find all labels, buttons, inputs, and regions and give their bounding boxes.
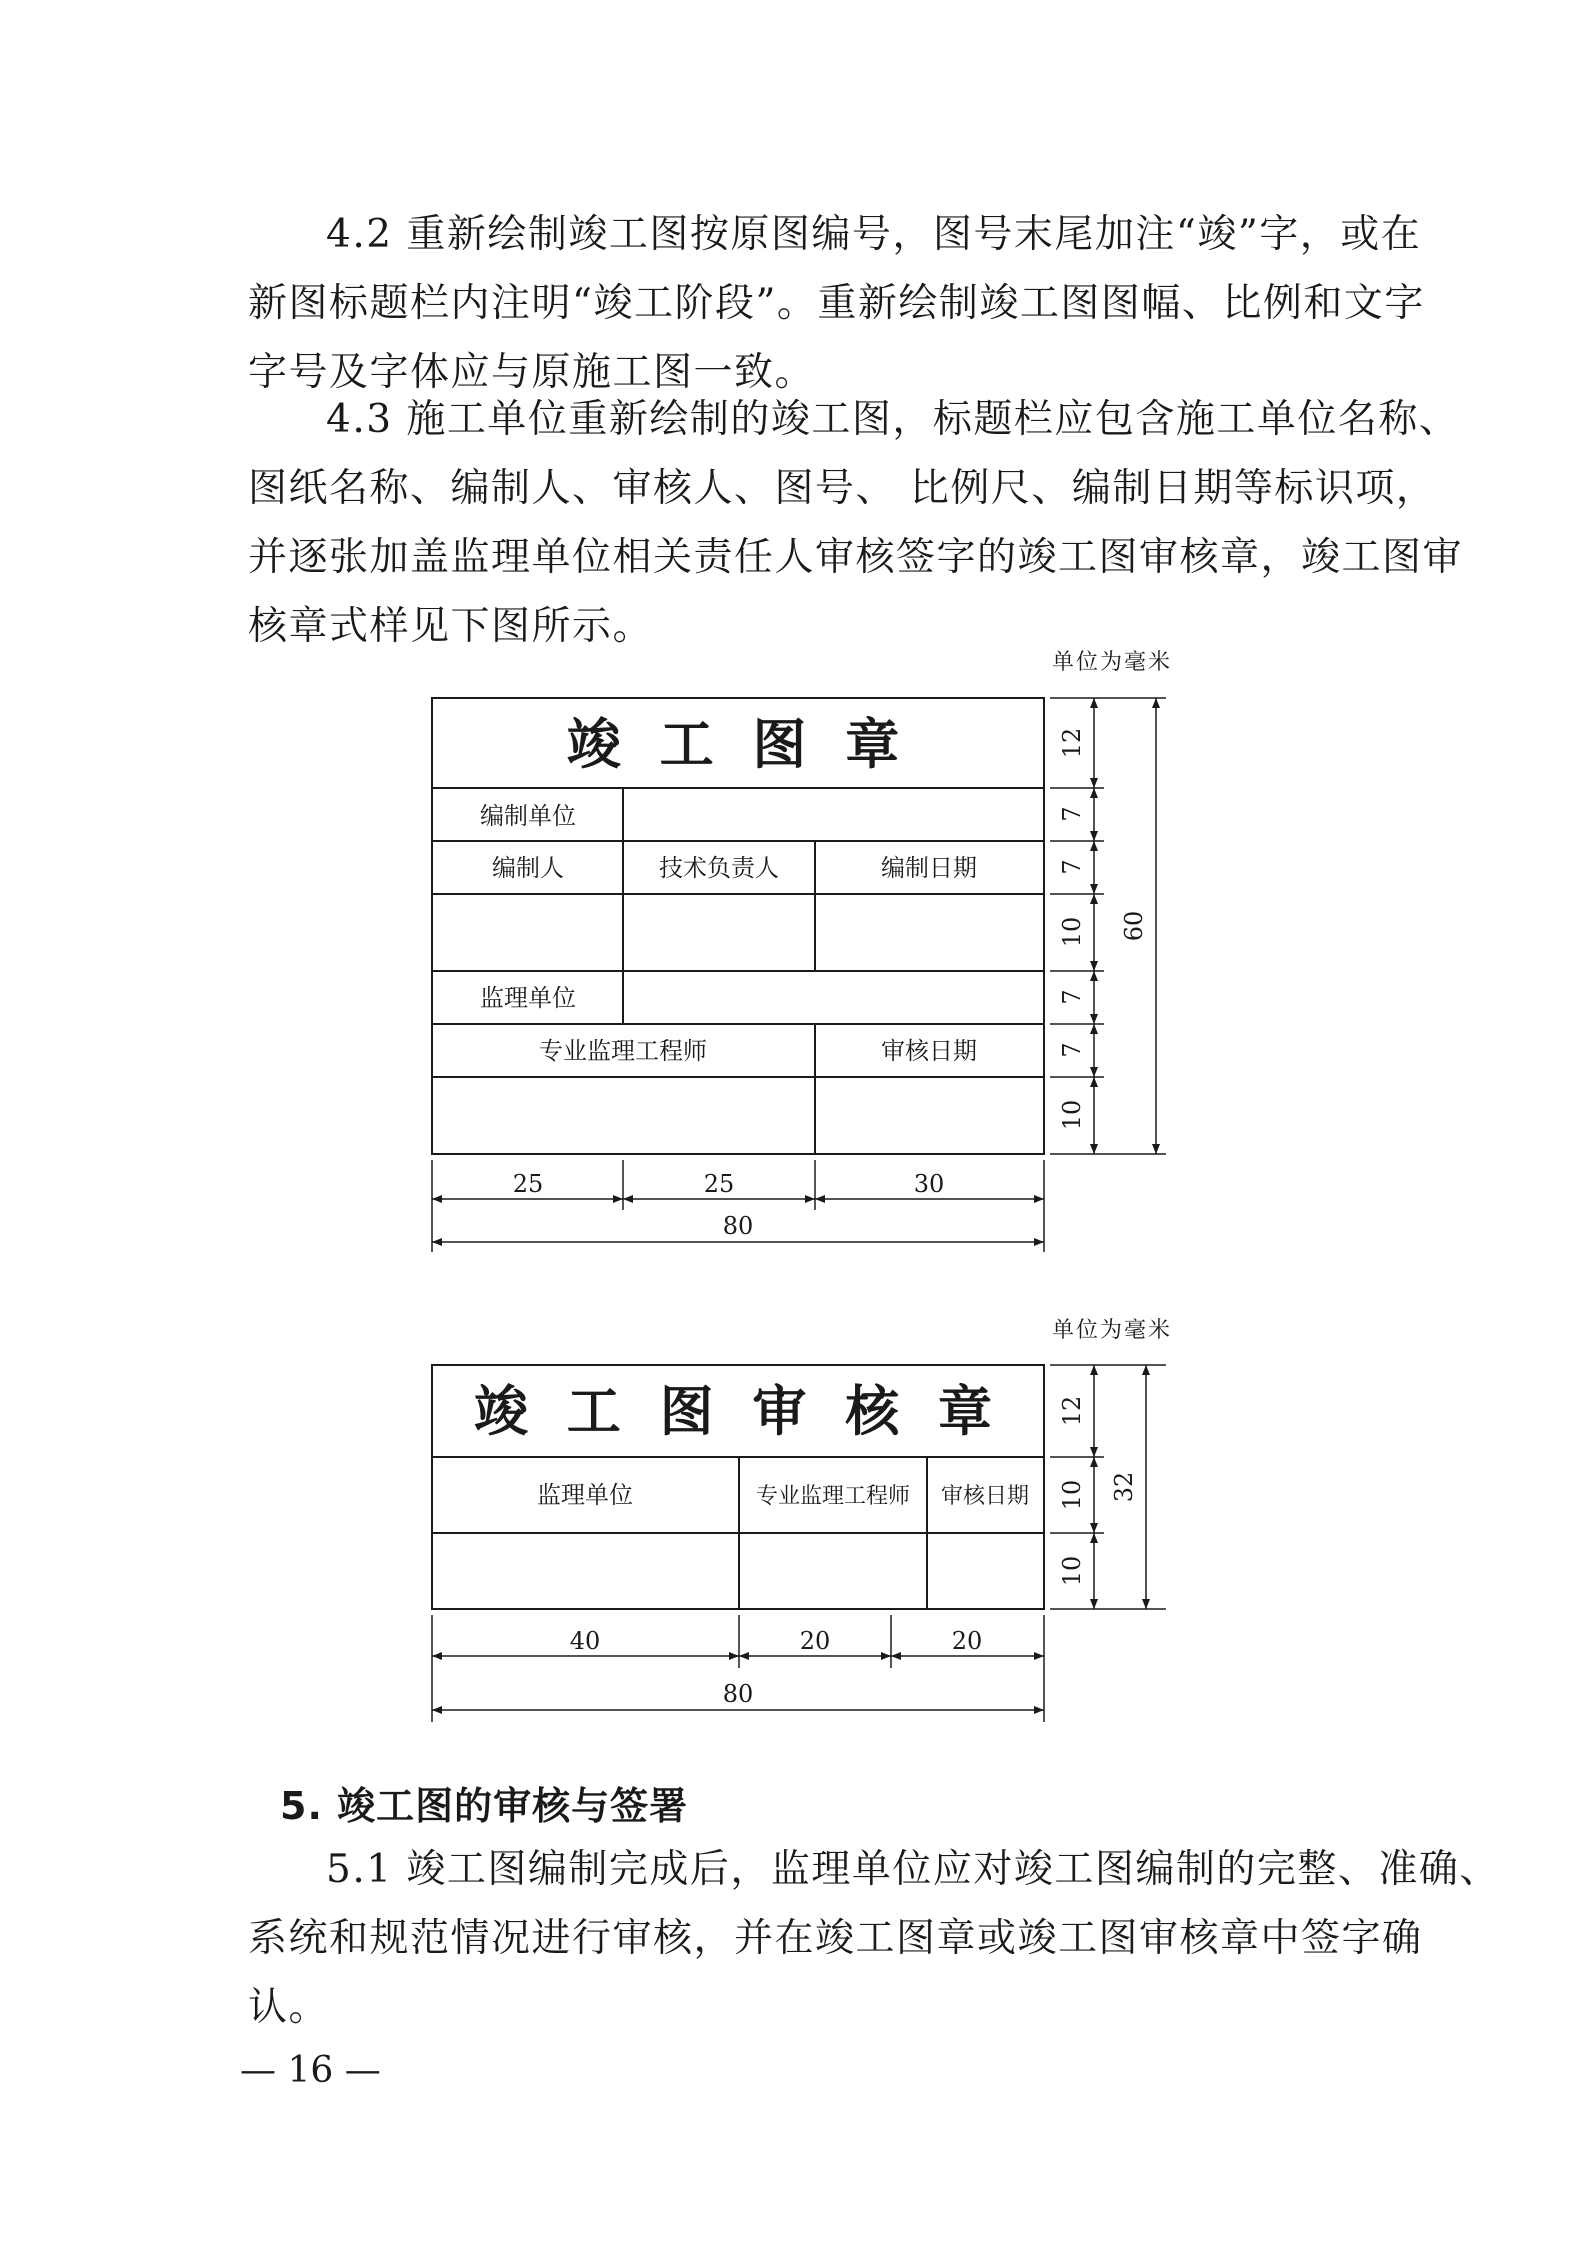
stamp1-unit-note: 单位为毫米 xyxy=(1052,650,1173,675)
text-line: 认。 xyxy=(248,1985,330,2030)
stamp1-dim-total-width: 80 xyxy=(722,1212,754,1240)
stamp2-diagram xyxy=(0,1350,1587,1730)
text-line: 核章式样见下图所示。 xyxy=(248,604,654,649)
stamp1-label-engineer: 专业监理工程师 xyxy=(539,1037,707,1065)
stamp2-dim-label: 10 xyxy=(1058,1555,1086,1587)
stamp1-label-compile-date: 编制日期 xyxy=(881,854,977,882)
stamp1-dim-label: 12 xyxy=(1058,727,1086,759)
stamp1-dim-label: 25 xyxy=(703,1170,735,1198)
text-line: 字号及字体应与原施工图一致。 xyxy=(248,350,816,395)
text-line: 并逐张加盖监理单位相关责任人审核签字的竣工图审核章，竣工图审 xyxy=(248,535,1464,580)
text-line: 系统和规范情况进行审核，并在竣工图章或竣工图审核章中签字确 xyxy=(248,1916,1423,1961)
stamp2-label-engineer: 专业监理工程师 xyxy=(755,1484,911,1509)
stamp1-dim-label: 7 xyxy=(1058,806,1086,822)
stamp1-dim-label: 25 xyxy=(512,1170,544,1198)
stamp1-label-compile-unit: 编制单位 xyxy=(480,802,576,830)
stamp2-title: 竣 工 图 审 核 章 xyxy=(474,1379,1002,1443)
paragraph-4-2 xyxy=(248,200,1425,407)
stamp1-label-supervision-unit: 监理单位 xyxy=(480,984,576,1012)
stamp1-title: 竣 工 图 章 xyxy=(566,712,910,776)
stamp2-dim-total-height: 32 xyxy=(1110,1471,1138,1503)
stamp2-label-review-date: 审核日期 xyxy=(940,1484,1030,1509)
page-number: — 16 — xyxy=(240,2050,381,2091)
stamp2-dim-label: 10 xyxy=(1058,1479,1086,1511)
stamp1-label-review-date: 审核日期 xyxy=(881,1037,977,1065)
text-line: 新图标题栏内注明“竣工阶段”。重新绘制竣工图图幅、比例和文字 xyxy=(248,281,1425,326)
text-line: 4.3 施工单位重新绘制的竣工图，标题栏应包含施工单位名称、 xyxy=(326,397,1460,442)
stamp2-unit-note: 单位为毫米 xyxy=(1052,1318,1173,1343)
stamp1-dim-label: 7 xyxy=(1058,989,1086,1005)
paragraph-4-3 xyxy=(248,385,1464,661)
stamp1-dim-label: 30 xyxy=(913,1170,945,1198)
stamp1-label-tech-lead: 技术负责人 xyxy=(659,854,779,882)
paragraph-5-1 xyxy=(248,1835,1500,2042)
stamp1-dim-label: 7 xyxy=(1058,1042,1086,1058)
stamp2-dim-total-width: 80 xyxy=(722,1680,754,1708)
text-line: 图纸名称、编制人、审核人、图号、 比例尺、编制日期等标识项， xyxy=(248,466,1437,511)
text-line: 5.1 竣工图编制完成后，监理单位应对竣工图编制的完整、准确、 xyxy=(326,1847,1500,1892)
stamp1-label-compiler: 编制人 xyxy=(492,854,564,882)
stamp1-dim-total-height: 60 xyxy=(1120,910,1148,942)
stamp2-dim-label: 20 xyxy=(799,1627,831,1655)
section-heading: 5. 竣工图的审核与签署 xyxy=(280,1784,689,1828)
text-line: 4.2 重新绘制竣工图按原图编号，图号末尾加注“竣”字，或在 xyxy=(326,212,1422,257)
stamp2-dim-label: 40 xyxy=(569,1627,601,1655)
stamp1-diagram xyxy=(0,680,1587,1300)
stamp1-dim-label: 7 xyxy=(1058,859,1086,875)
stamp2-label-supervision-unit: 监理单位 xyxy=(537,1481,633,1509)
stamp2-dim-label: 12 xyxy=(1058,1395,1086,1427)
stamp2-dim-label: 20 xyxy=(951,1627,983,1655)
stamp1-dim-label: 10 xyxy=(1058,1099,1086,1131)
stamp1-dim-label: 10 xyxy=(1058,916,1086,948)
